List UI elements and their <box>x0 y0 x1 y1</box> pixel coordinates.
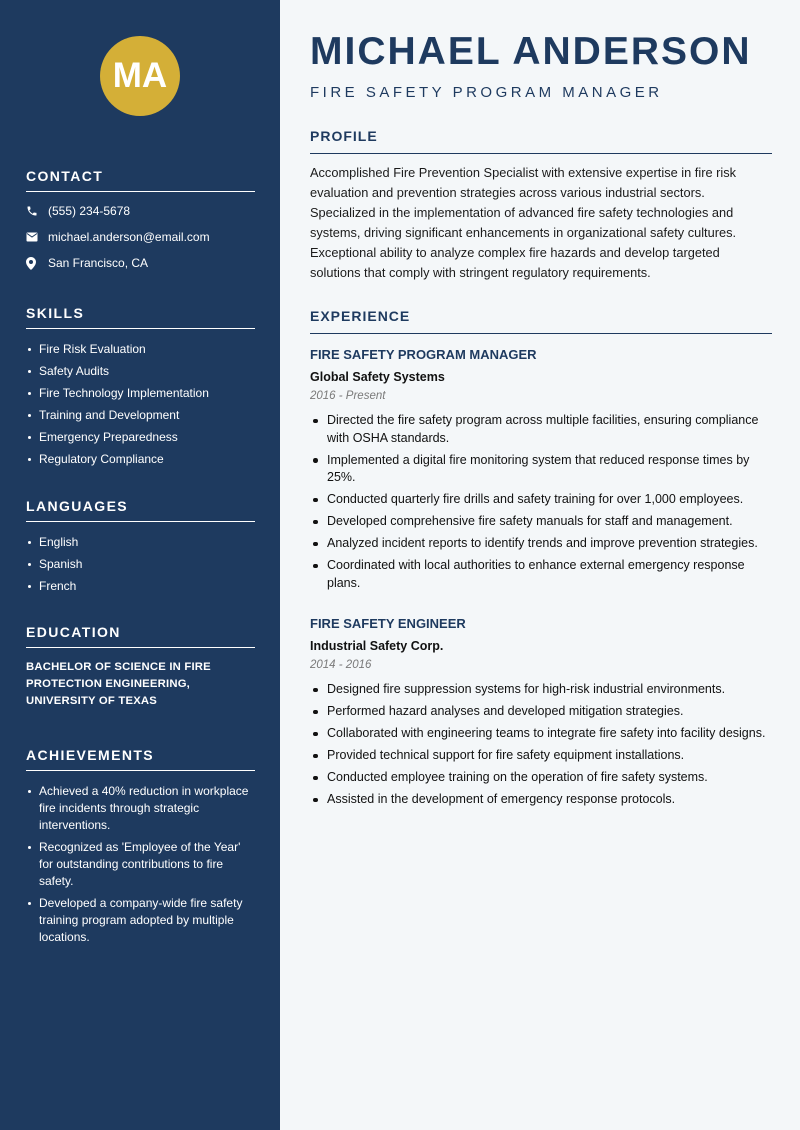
job-bullet: Developed comprehensive fire safety manuals for staff and management. <box>310 513 772 531</box>
job-company: Industrial Safety Corp. <box>310 639 444 653</box>
education-heading: EDUCATION <box>26 624 255 648</box>
contact-heading: CONTACT <box>26 168 255 192</box>
email-text: michael.anderson@email.com <box>48 230 210 244</box>
language-item: French <box>26 578 255 595</box>
job-bullet: Directed the fire safety program across multiple facilities, ensuring compliance with OSHA standards. <box>310 412 772 447</box>
education-degree: BACHELOR OF SCIENCE IN FIRE PROTECTION ENGINEERING, UNIVERSITY OF TEXAS <box>26 661 211 707</box>
job-entry <box>310 347 772 597</box>
languages-section <box>26 498 255 600</box>
profile-text: Accomplished Fire Prevention Specialist with extensive expertise in fire risk evaluation and prevention strategies across various industrial sectors. Specialized in the implementation of advanced fire safety technologies and systems, driving significant enhancements in organizational safety cultures. Exceptional ability to analyze complex fire hazards and develop targeted solutions that comply with stringent regulatory requirements. <box>310 165 737 280</box>
job-dates: 2014 - 2016 <box>310 659 372 671</box>
job-dates: 2016 - Present <box>310 390 386 402</box>
job-entry <box>310 616 772 813</box>
achievement-item: Achieved a 40% reduction in workplace fire incidents through strategic interventions. <box>26 783 255 834</box>
job-role: FIRE SAFETY PROGRAM MANAGER <box>310 347 537 362</box>
job-bullet: Coordinated with local authorities to enhance external emergency response plans. <box>310 557 772 592</box>
job-bullets <box>310 681 772 809</box>
skill-item: Regulatory Compliance <box>26 451 255 468</box>
job-bullet: Performed hazard analyses and developed mitigation strategies. <box>310 703 772 721</box>
location-text: San Francisco, CA <box>48 256 149 270</box>
achievement-item: Recognized as 'Employee of the Year' for outstanding contributions to fire safety. <box>26 839 255 890</box>
email-icon <box>26 232 48 242</box>
language-item: Spanish <box>26 556 255 573</box>
job-company: Global Safety Systems <box>310 370 445 384</box>
achievement-item: Developed a company-wide fire safety training program adopted by multiple locations. <box>26 895 255 946</box>
skill-item: Training and Development <box>26 407 255 424</box>
skill-item: Safety Audits <box>26 363 255 380</box>
job-bullet: Designed fire suppression systems for high-risk industrial environments. <box>310 681 772 699</box>
location-pin-icon <box>26 257 48 270</box>
contact-email <box>26 224 255 250</box>
job-bullet: Conducted quarterly fire drills and safety training for over 1,000 employees. <box>310 491 772 509</box>
skills-section <box>26 305 255 473</box>
profile-section <box>310 128 772 283</box>
job-bullet: Provided technical support for fire safety equipment installations. <box>310 747 772 765</box>
job-bullet: Collaborated with engineering teams to integrate fire safety into facility designs. <box>310 725 772 743</box>
skill-item: Fire Technology Implementation <box>26 385 255 402</box>
skills-list <box>26 341 255 468</box>
candidate-name: MICHAEL ANDERSON <box>310 30 752 73</box>
achievements-heading: ACHIEVEMENTS <box>26 747 255 771</box>
achievements-section <box>26 747 255 951</box>
education-section <box>26 624 255 710</box>
job-bullet: Conducted employee training on the operation of fire safety systems. <box>310 769 772 787</box>
phone-text: (555) 234-5678 <box>48 204 131 218</box>
job-bullets <box>310 412 772 592</box>
language-item: English <box>26 534 255 551</box>
contact-phone <box>26 198 255 224</box>
achievements-list <box>26 783 255 946</box>
contact-location <box>26 250 255 276</box>
skills-heading: SKILLS <box>26 305 255 329</box>
job-bullet: Assisted in the development of emergency response protocols. <box>310 791 772 809</box>
skill-item: Fire Risk Evaluation <box>26 341 255 358</box>
skill-item: Emergency Preparedness <box>26 429 255 446</box>
profile-heading: PROFILE <box>310 128 772 154</box>
languages-list <box>26 534 255 595</box>
contact-section <box>26 168 255 276</box>
languages-heading: LANGUAGES <box>26 498 255 522</box>
experience-section <box>310 308 772 334</box>
phone-icon <box>26 205 48 217</box>
job-bullet: Analyzed incident reports to identify trends and improve prevention strategies. <box>310 535 772 553</box>
sidebar <box>0 0 280 1130</box>
experience-heading: EXPERIENCE <box>310 308 772 334</box>
job-role: FIRE SAFETY ENGINEER <box>310 616 466 631</box>
candidate-title: FIRE SAFETY PROGRAM MANAGER <box>310 84 663 101</box>
avatar-initials: MA <box>100 36 180 116</box>
job-bullet: Implemented a digital fire monitoring system that reduced response times by 25%. <box>310 452 772 487</box>
